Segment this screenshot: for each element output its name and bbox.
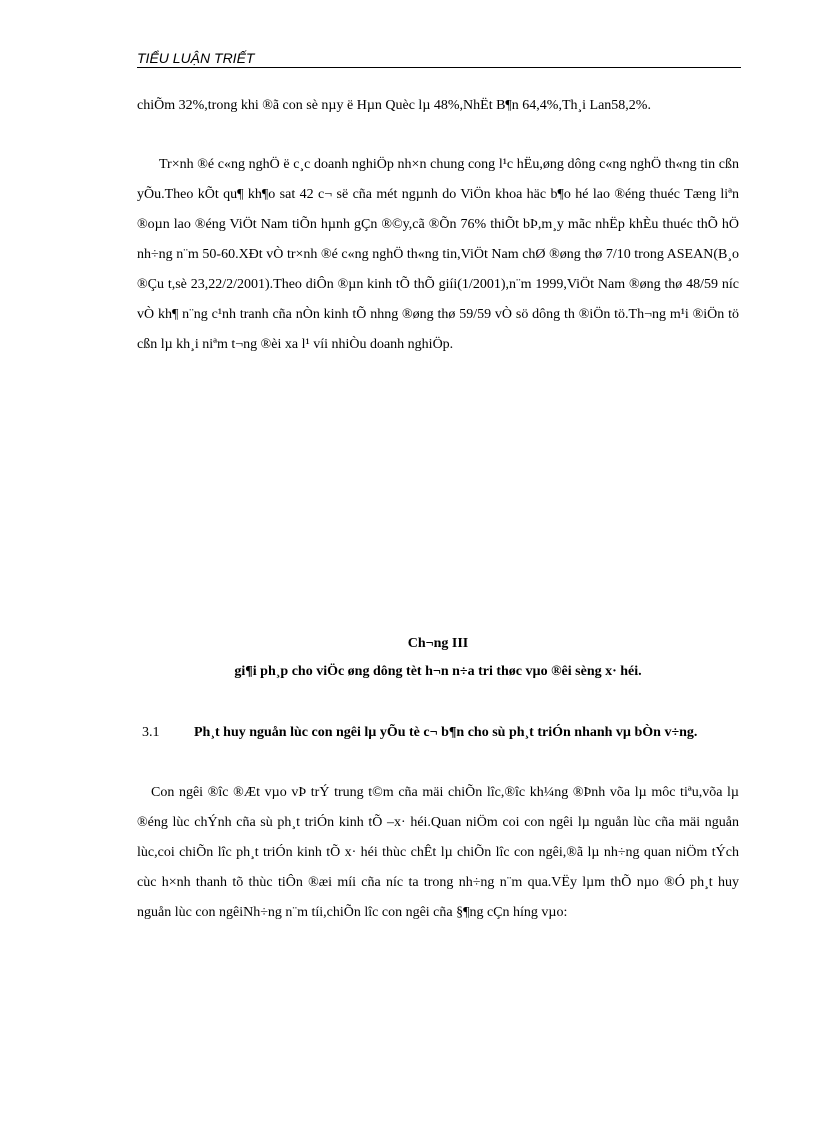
paragraph-human-resources: Con ngêi ®îc ®Æt vµo vÞ trÝ trung t©m cña mäi chiÕn lîc,®îc kh¼ng ®Þnh võa lµ môc tiªu,võa lµ ®éng lùc chÝnh cña sù ph¸t triÓn kinh tÕ –x· héi.Quan niÖm coi con ngêi lµ nguån lùc cña mäi nguån lùc,coi chiÕn lîc ph¸t triÓn kinh tÕ x· héi thùc chÊt lµ chiÕn lîc con ngêi,®ã lµ nh÷ng quan niÖm tÝch cùc h×nh thanh tõ thùc tiÔn ®æi míi cña níc ta trong nh÷ng n¨m qua.VËy lµm thÕ nµo ®Ó ph¸t huy nguån lùc con ngêiNh÷ng n¨m tíi,chiÕn lîc con ngêi cña §¶ng cÇn híng vµo: xyxy=(137,785,739,920)
section-title: Ph¸t huy nguån lùc con ngêi lµ yÕu tè c¬ b¶n cho sù ph¸t triÓn nhanh vµ bÒn v÷ng. xyxy=(194,725,698,740)
page-header: TIỂU LUẬN TRIẾT xyxy=(137,50,741,68)
chapter-title: Ch¬ng III xyxy=(407,636,469,651)
paragraph-technology: Tr×nh ®é c«ng nghÖ ë c¸c doanh nghiÖp nh×n chung cong l¹c hËu,øng dông c«ng nghÖ th«ng tin cßn yÕu.Theo kÕt qu¶ kh¶o sat 42 c¬ së cña mét ngµnh do ViÖn khoa häc b¶o hé lao ®éng thuéc Tæng liªn ®oµn lao ®éng ViÖt Nam tiÕn hµnh gÇn ®©y,cã ®Õn 76% thiÕt bÞ,m¸y mãc nhËp khÈu thuéc thÕ hÖ nh÷ng n¨m 50-60.XÐt vÒ tr×nh ®é c«ng nghÖ th«ng tin,ViÖt Nam chØ ®øng thø 7/10 trong ASEAN(B¸o ®Çu t,sè 23,22/2/2001).Theo diÔn ®µn kinh tÕ thÕ giíi(1/2001),n¨m 1999,ViÖt Nam ®øng thø 48/59 níc vÒ kh¶ n¨ng c¹nh tranh cña nÒn kinh tÕ nhng ®øng thø 59/59 vÒ sö dông th ®iÖn tö.Th¬ng m¹i ®iÖn tö cßn lµ kh¸i niªm t¬ng ®èi xa l¹ víi nhiÒu doanh nghiÖp. xyxy=(137,157,739,352)
paragraph-intro: chiÕm 32%,trong khi ®ã con sè nµy ë Hµn Quèc lµ 48%,NhËt B¶n 64,4%,Th¸i Lan58,2%. xyxy=(137,98,651,113)
section-heading xyxy=(137,718,739,748)
chapter-subtitle: gi¶i ph¸p cho viÖc øng dông tèt h¬n n÷a tri thøc vµo ®êi sèng x· héi. xyxy=(234,664,642,679)
section-number: 3.1 xyxy=(142,725,160,740)
